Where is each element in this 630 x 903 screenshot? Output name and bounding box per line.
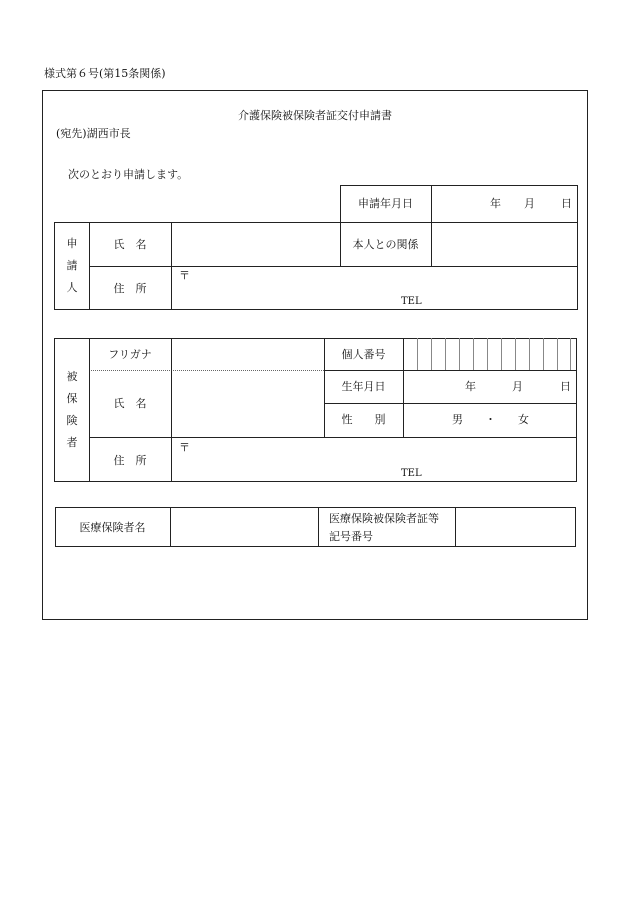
insured-furigana-field[interactable] [172, 339, 323, 369]
insured-personal-number-field[interactable] [404, 339, 576, 369]
application-date-year-unit: 年 [490, 197, 501, 210]
applicant-address-field[interactable] [172, 267, 576, 308]
applicant-name-label: 氏 名 [113, 238, 147, 251]
application-date-month-unit: 月 [524, 197, 535, 210]
applicant-name-field[interactable] [172, 223, 339, 265]
insured-address-label: 住 所 [113, 454, 147, 467]
insured-name-label: 氏 名 [113, 397, 147, 410]
insured-personal-number-label: 個人番号 [341, 348, 386, 361]
applicant-relation-label: 本人との関係 [352, 238, 419, 251]
form-number: 様式第６号(第15条関係) [44, 67, 166, 80]
applicant-tel-label: TEL [401, 296, 422, 307]
insured-tel-label: TEL [401, 468, 422, 479]
medical-cert-label-line1: 医療保険被保険者証等 [329, 512, 439, 525]
insured-birthdate-label: 生年月日 [341, 380, 386, 393]
application-date-label: 申請年月日 [358, 197, 413, 210]
insured-birthdate-field[interactable] [404, 371, 576, 402]
applicant-relation-field[interactable] [432, 223, 576, 265]
insured-furigana-label: フリガナ [108, 348, 152, 361]
applicant-postal-mark: 〒 [179, 269, 190, 282]
insured-address-field[interactable] [172, 438, 576, 481]
medical-cert-number-field[interactable] [456, 508, 575, 546]
insured-birth-year-unit: 年 [465, 380, 476, 393]
applicant-address-label: 住 所 [113, 282, 147, 295]
insured-section-label: 被 保 険 者 [66, 370, 78, 449]
insured-name-field[interactable] [172, 371, 323, 436]
insured-postal-mark: 〒 [179, 441, 190, 454]
applicant-section-label: 申 請 人 [66, 237, 78, 294]
medical-insurer-label: 医療保険者名 [79, 521, 146, 534]
insured-sex-label: 性 別 [341, 413, 386, 426]
intro-text: 次のとおり申請します。 [68, 168, 189, 181]
addressee: (宛先)湖西市長 [56, 127, 131, 140]
application-date-day-unit: 日 [561, 197, 572, 210]
application-date-field[interactable] [432, 186, 576, 221]
medical-cert-label-line2: 記号番号 [329, 530, 373, 543]
medical-insurer-field[interactable] [171, 508, 317, 546]
insured-birth-month-unit: 月 [512, 380, 523, 393]
form-title: 介護保険被保険者証交付申請書 [238, 109, 392, 122]
insured-birth-day-unit: 日 [560, 380, 571, 393]
insured-sex-options[interactable]: 男 ・ 女 [452, 413, 529, 426]
